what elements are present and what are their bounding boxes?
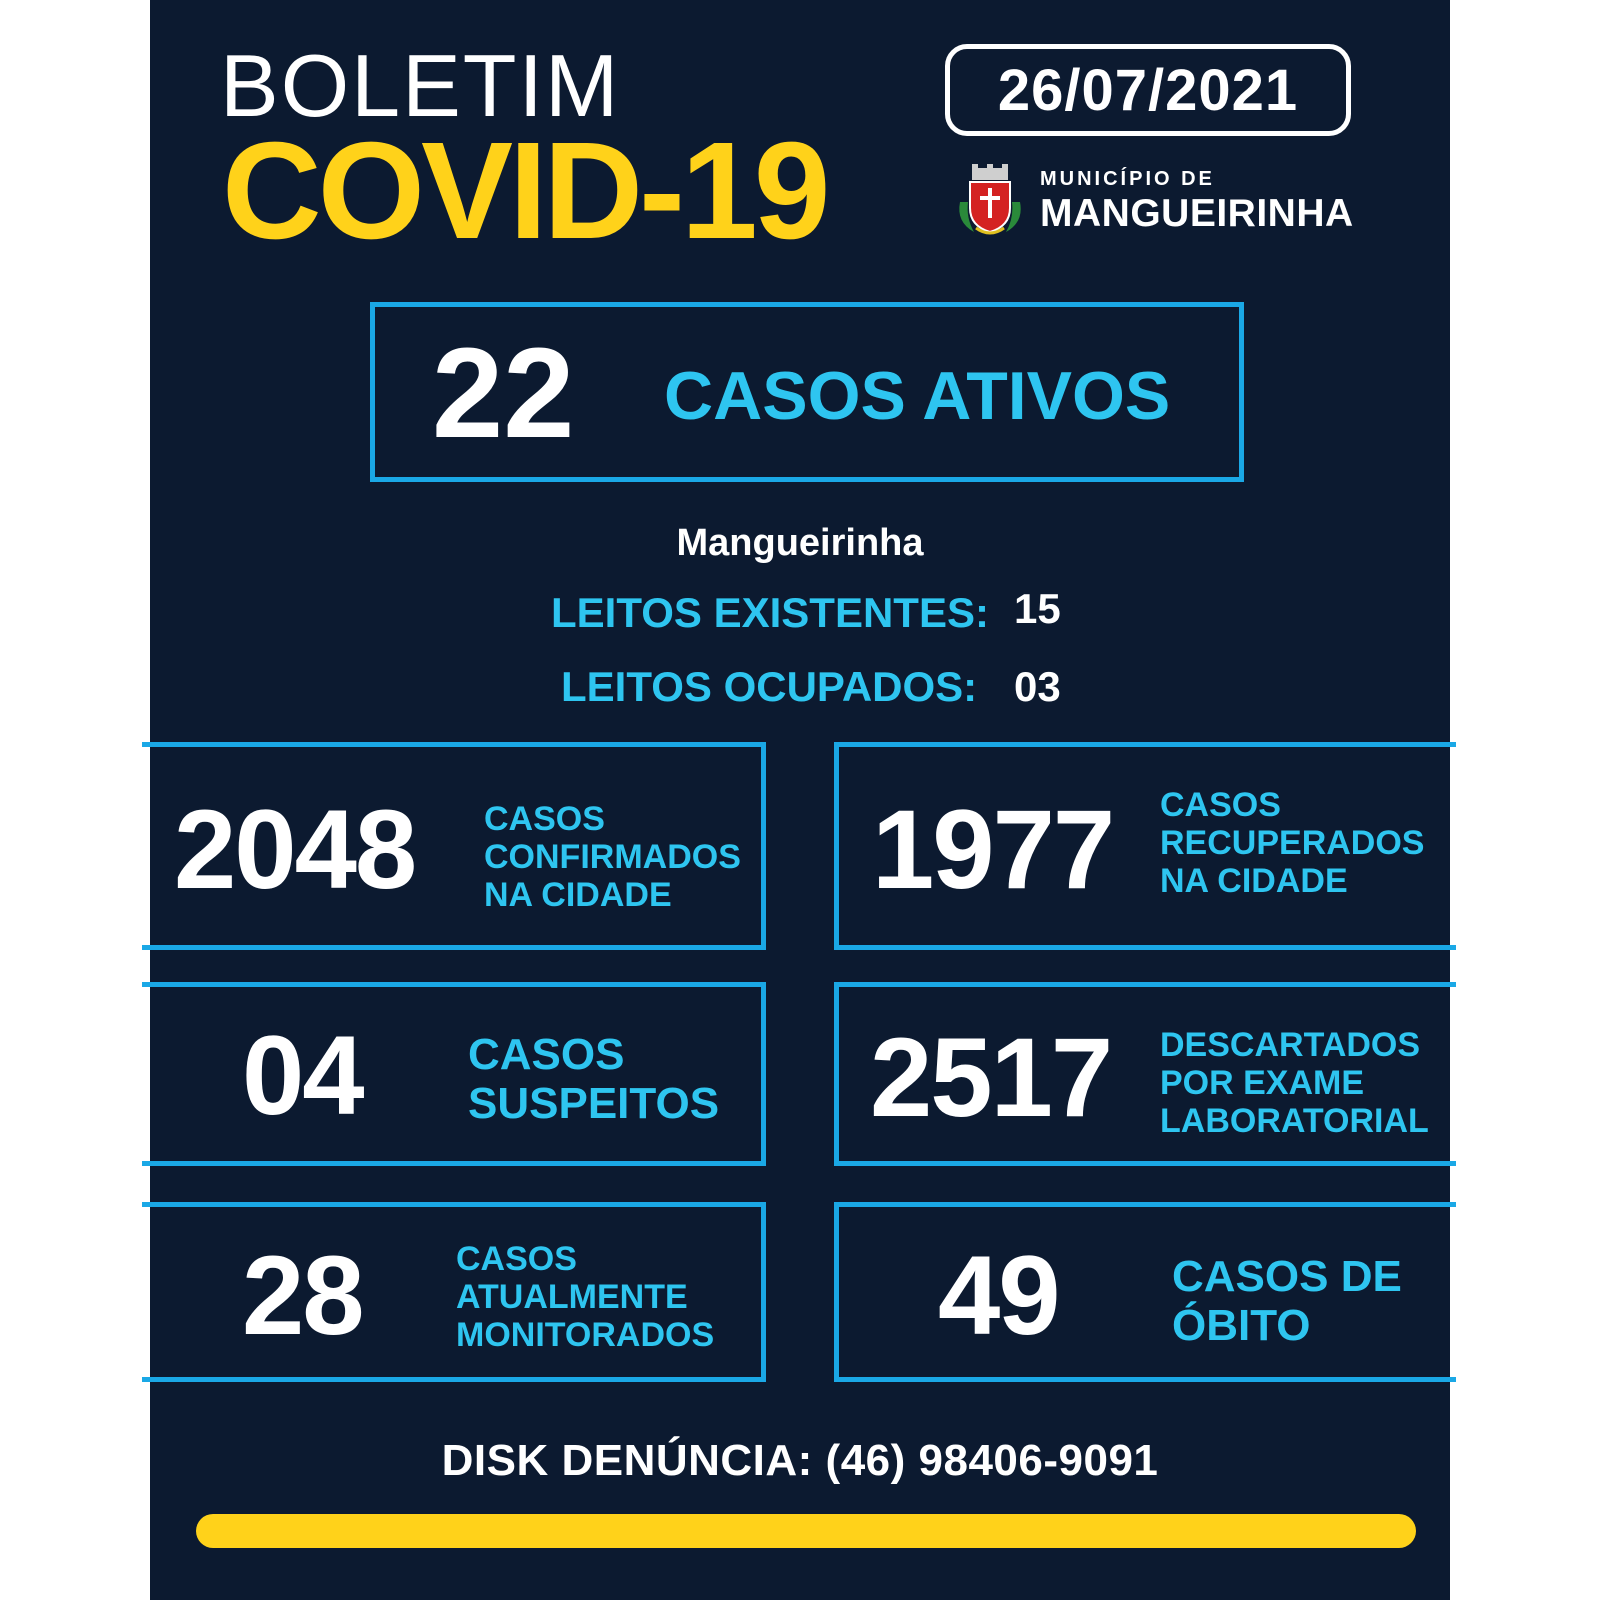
- occupied-beds-label: LEITOS OCUPADOS:: [561, 663, 978, 710]
- confirmed-label: CASOS CONFIRMADOS NA CIDADE: [484, 800, 741, 915]
- municipio-name: MANGUEIRINHA: [1040, 192, 1354, 235]
- monitored-label: CASOS ATUALMENTE MONITORADOS: [456, 1240, 715, 1355]
- municipio-label: MUNICÍPIO DE: [1040, 168, 1215, 190]
- date-text: 26/07/2021: [997, 57, 1299, 123]
- suspected-value: 04: [242, 1013, 363, 1138]
- active-cases-value: 22: [432, 322, 575, 465]
- discarded-label: DESCARTADOS POR EXAME LABORATORIAL: [1160, 1026, 1429, 1141]
- existing-beds-value: 15: [1014, 585, 1061, 632]
- footer-bar: [196, 1514, 1416, 1548]
- recovered-value: 1977: [872, 787, 1114, 912]
- monitored-value: 28: [242, 1233, 363, 1358]
- confirmed-value: 2048: [174, 787, 416, 912]
- date-badge: [945, 44, 1351, 136]
- city-name: Mangueirinha: [676, 522, 924, 564]
- discarded-value: 2517: [870, 1015, 1112, 1140]
- occupied-beds-value: 03: [1014, 663, 1061, 710]
- boletim-title: BOLETIM: [220, 36, 621, 135]
- active-cases-label: CASOS ATIVOS: [664, 358, 1171, 434]
- municipal-coat-of-arms-icon: [952, 162, 1028, 238]
- existing-beds-label: LEITOS EXISTENTES:: [551, 589, 989, 636]
- deaths-value: 49: [938, 1233, 1059, 1358]
- covid-title: COVID-19: [222, 114, 827, 268]
- recovered-label: CASOS RECUPERADOS NA CIDADE: [1160, 786, 1425, 901]
- deaths-label: CASOS DE ÓBITO: [1172, 1252, 1402, 1351]
- hotline-text: DISK DENÚNCIA: (46) 98406-9091: [441, 1436, 1159, 1485]
- suspected-label: CASOS SUSPEITOS: [468, 1030, 720, 1129]
